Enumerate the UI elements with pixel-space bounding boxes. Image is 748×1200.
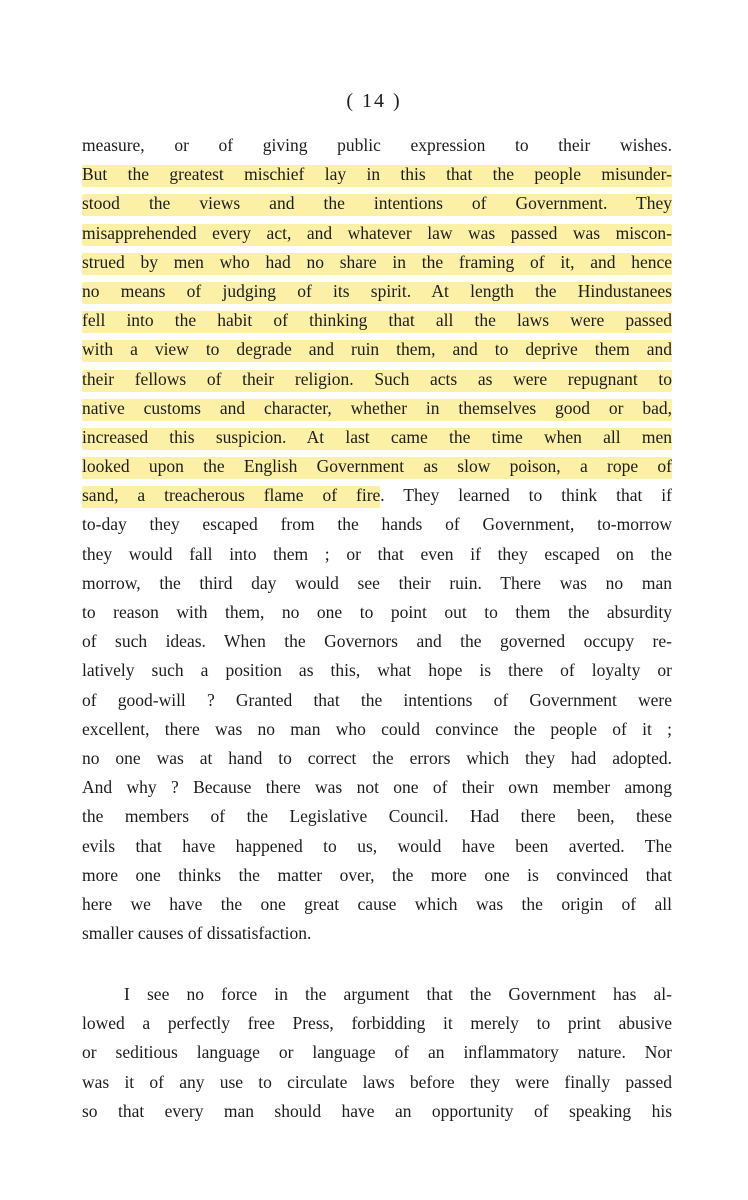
text-line: looked upon the English Government as slow poison, a rope of: [82, 452, 672, 481]
text-line: smaller causes of dissatisfaction.: [82, 923, 312, 944]
text-line: I see no force in the argument that the Government has al-: [124, 984, 672, 1004]
paragraph-1: [82, 131, 672, 948]
text-line: their fellows of their religion. Such acts as were repugnant to: [82, 365, 672, 394]
text-line: strued by men who had no share in the framing of it, and hence: [82, 248, 672, 277]
text-line: so that every man should have an opportunity of speaking his: [82, 1100, 672, 1121]
text-line: latively such a position as this, what hope is there of loyalty or: [82, 660, 672, 681]
text-line: with a view to degrade and ruin them, and to deprive them and: [82, 335, 672, 364]
text-line: increased this suspicion. At last came the time when all men: [82, 423, 672, 452]
paragraph-2: [82, 980, 672, 1126]
text-line: measure, or of giving public expression to their wishes.: [82, 135, 672, 155]
text-line: of such ideas. When the Governors and the governed occupy re-: [82, 631, 672, 652]
text-line: of good-will ? Granted that the intentions of Government were: [82, 689, 672, 710]
text-line: misapprehended every act, and whatever law was passed was miscon-: [82, 219, 672, 248]
text-line: excellent, there was no man who could convince the people of it ;: [82, 718, 672, 739]
text-line: no means of judging of its spirit. At length the Hindustanees: [82, 277, 672, 306]
text-line: the members of the Legislative Council. Had there been, these: [82, 806, 672, 827]
text-line: they would fall into them ; or that even if they escaped on the: [82, 543, 672, 564]
text-line: to-day they escaped from the hands of Government, to-morrow: [82, 514, 672, 535]
text-line: stood the views and the intentions of Government. They: [82, 189, 672, 218]
text-line: morrow, the third day would see their ruin. There was no man: [82, 572, 672, 593]
text-line: sand, a treacherous flame of fire. They learned to think that if: [82, 481, 672, 510]
text-line: more one thinks the matter over, the more one is convinced that: [82, 864, 672, 885]
text-line: lowed a perfectly free Press, forbidding it merely to print abusive: [82, 1013, 672, 1034]
text-line: And why ? Because there was not one of their own member among: [82, 777, 672, 798]
text-line: no one was at hand to correct the errors which they had adopted.: [82, 747, 672, 768]
text-line: to reason with them, no one to point out to them the absurdity: [82, 602, 672, 622]
text-line: But the greatest mischief lay in this that the people misunder-: [82, 160, 672, 189]
text-line: evils that have happened to us, would have been averted. The: [82, 835, 672, 856]
text-line: or seditious language or language of an inflammatory nature. Nor: [82, 1042, 672, 1063]
text-line: was it of any use to circulate laws before they were finally passed: [82, 1071, 672, 1092]
text-line: native customs and character, whether in themselves good or bad,: [82, 394, 672, 423]
text-line: here we have the one great cause which was the origin of all: [82, 893, 672, 914]
page-number: ( 14 ): [346, 90, 402, 112]
text-line: fell into the habit of thinking that all the laws were passed: [82, 306, 672, 335]
